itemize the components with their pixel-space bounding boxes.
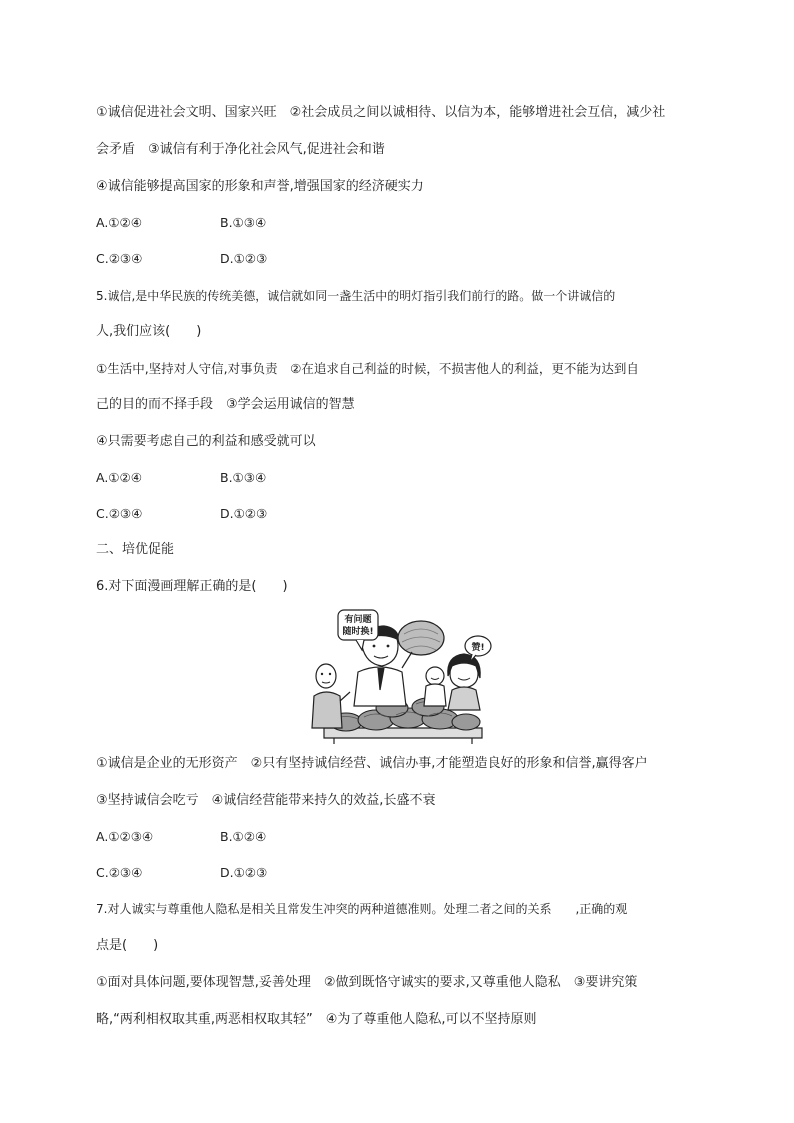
q5-option-d: D.①②③ bbox=[220, 506, 268, 521]
q4-option-a: A.①②④ bbox=[96, 215, 142, 230]
bubble-text-right: 赞! bbox=[471, 643, 485, 653]
q6-stem: 6.对下面漫画理解正确的是( ) bbox=[96, 579, 288, 594]
cartoon-illustration bbox=[304, 606, 494, 744]
bubble-text-line-2: 随时换! bbox=[342, 627, 374, 637]
q5-line-3: ①生活中,坚持对人守信,对事负责 ②在追求自己利益的时候，不损害他人的利益，更不能为达到自 bbox=[96, 361, 639, 376]
q5-stem-line-2: 人,我们应该( ) bbox=[96, 324, 202, 339]
q4-option-c: C.②③④ bbox=[96, 251, 143, 266]
q4-option-b: B.①③④ bbox=[220, 215, 267, 230]
q7-line-3: ①面对具体问题,要体现智慧,妥善处理 ②做到既恪守诚实的要求,又尊重他人隐私 ③要讲究策 bbox=[96, 975, 638, 990]
q6-option-b: B.①②④ bbox=[220, 829, 267, 844]
q6-option-d: D.①②③ bbox=[220, 865, 268, 880]
q6-option-a: A.①②③④ bbox=[96, 829, 154, 844]
q5-option-c: C.②③④ bbox=[96, 506, 143, 521]
bubble-text-line-1: 有问题 bbox=[344, 615, 372, 625]
q6-line-2: ③坚持诚信会吃亏 ④诚信经营能带来持久的效益,长盛不衰 bbox=[96, 793, 436, 808]
q4-line-3: ④诚信能够提高国家的形象和声誉,增强国家的经济硬实力 bbox=[96, 179, 424, 194]
q4-line-2: 会矛盾 ③诚信有利于净化社会风气,促进社会和谐 bbox=[96, 142, 385, 157]
q6-option-c: C.②③④ bbox=[96, 865, 143, 880]
q5-line-5: ④只需要考虑自己的利益和感受就可以 bbox=[96, 434, 316, 449]
q4-option-d: D.①②③ bbox=[220, 251, 268, 266]
q7-line-4: 略,“两利相权取其重,两恶相权取其轻” ④为了尊重他人隐私,可以不坚持原则 bbox=[96, 1012, 537, 1027]
q7-stem-line-1: 7.对人诚实与尊重他人隐私是相关且常发生冲突的两种道德准则。处理二者之间的关系 ,正确的观 bbox=[96, 902, 628, 916]
section-heading: 二、培优促能 bbox=[96, 542, 175, 557]
q6-line-1: ①诚信是企业的无形资产 ②只有坚持诚信经营、诚信办事,才能塑造良好的形象和信誉,赢得客户 bbox=[96, 756, 648, 771]
q5-option-a: A.①②④ bbox=[96, 470, 142, 485]
q7-stem-line-2: 点是( ) bbox=[96, 938, 159, 953]
q5-stem-text: 5.诚信,是中华民族的传统美德，诚信就如同一盏生活中的明灯指引我们前行的路。做一个讲诚信的 bbox=[96, 289, 616, 303]
q5-stem-line-1 bbox=[96, 287, 615, 305]
q4-line-1: ①诚信促进社会文明、国家兴旺 ②社会成员之间以诚相待、以信为本，能够增进社会互信，减少社 bbox=[96, 105, 666, 120]
q5-option-b: B.①③④ bbox=[220, 470, 267, 485]
q5-line-4: 己的目的而不择手段 ③学会运用诚信的智慧 bbox=[96, 397, 355, 412]
